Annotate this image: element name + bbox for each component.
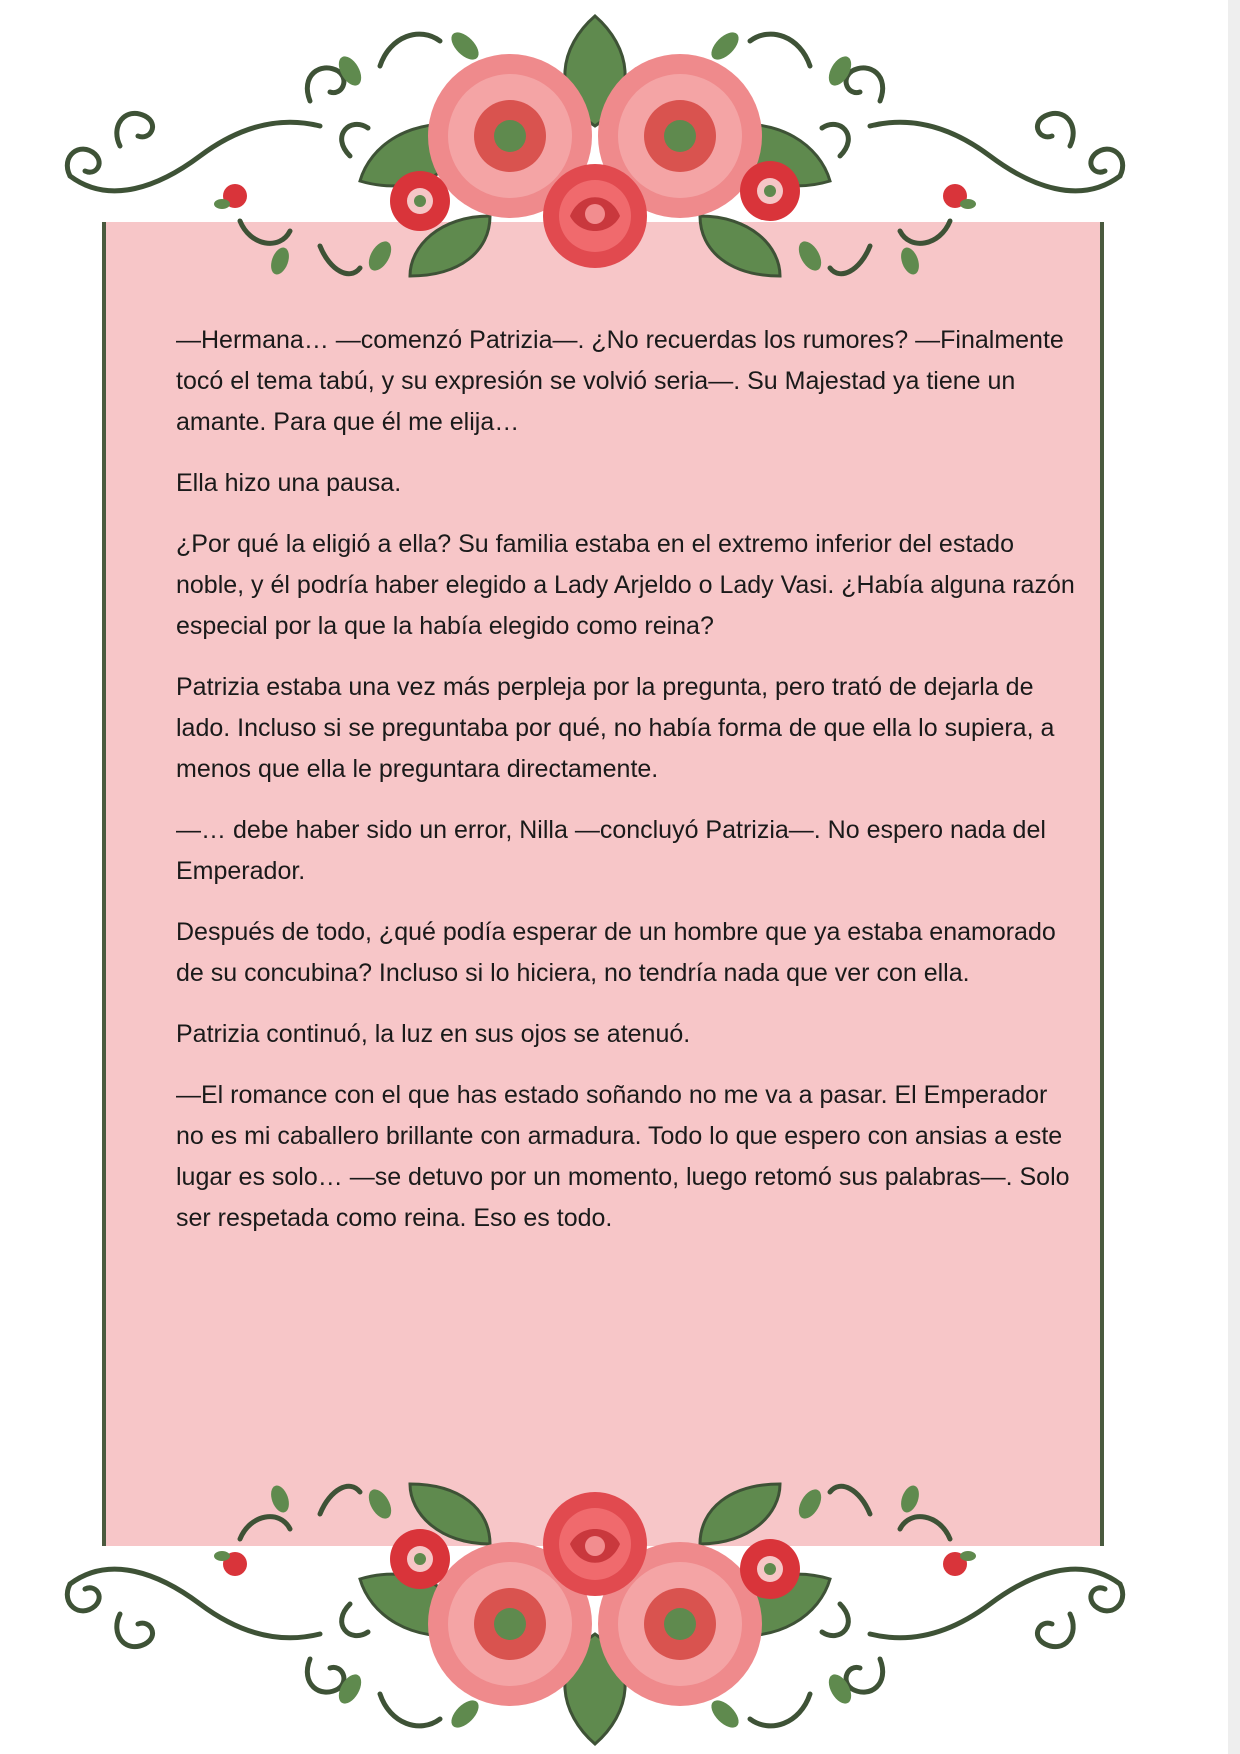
paragraph: —Hermana… —comenzó Patrizia—. ¿No recuerdas los rumores? —Finalmente tocó el tema tabú, y su expresión se volvió seria—. Su Majestad ya tiene un amante. Para que él me elija… [176,326,1064,436]
paragraph: ¿Por qué la eligió a ella? Su familia estaba en el extremo inferior del estado noble, y él podría haber elegido a Lady Arjeldo o Lady Vasi. ¿Había alguna razón especial por la que la había elegido como reina? [176,530,1075,640]
paragraph: Patrizia continuó, la luz en sus ojos se atenuó. [176,1020,691,1048]
paragraph: Después de todo, ¿qué podía esperar de un hombre que ya estaba enamorado de su concubina? Incluso si lo hiciera, no tendría nada que ver con ella. [176,918,1056,987]
floral-ornament-bottom [50,1424,1140,1754]
floral-ornament-top [50,6,1140,336]
page-edge [1228,0,1240,1754]
story-text [176,320,1076,1259]
paragraph: —El romance con el que has estado soñando no me va a pasar. El Emperador no es mi caballero brillante con armadura. Todo lo que espero con ansias a este lugar es solo… —se detuvo por un momento, luego retomó sus palabras—. Solo ser respetada como reina. Eso es todo. [176,1081,1070,1232]
paragraph: Ella hizo una pausa. [176,469,402,497]
paragraph: Patrizia estaba una vez más perpleja por la pregunta, pero trató de dejarla de lado. Incluso si se preguntaba por qué, no había forma de que ella lo supiera, a menos que ella le preguntara directamente. [176,673,1055,783]
paragraph: —… debe haber sido un error, Nilla —concluyó Patrizia—. No espero nada del Emperador. [176,816,1046,885]
